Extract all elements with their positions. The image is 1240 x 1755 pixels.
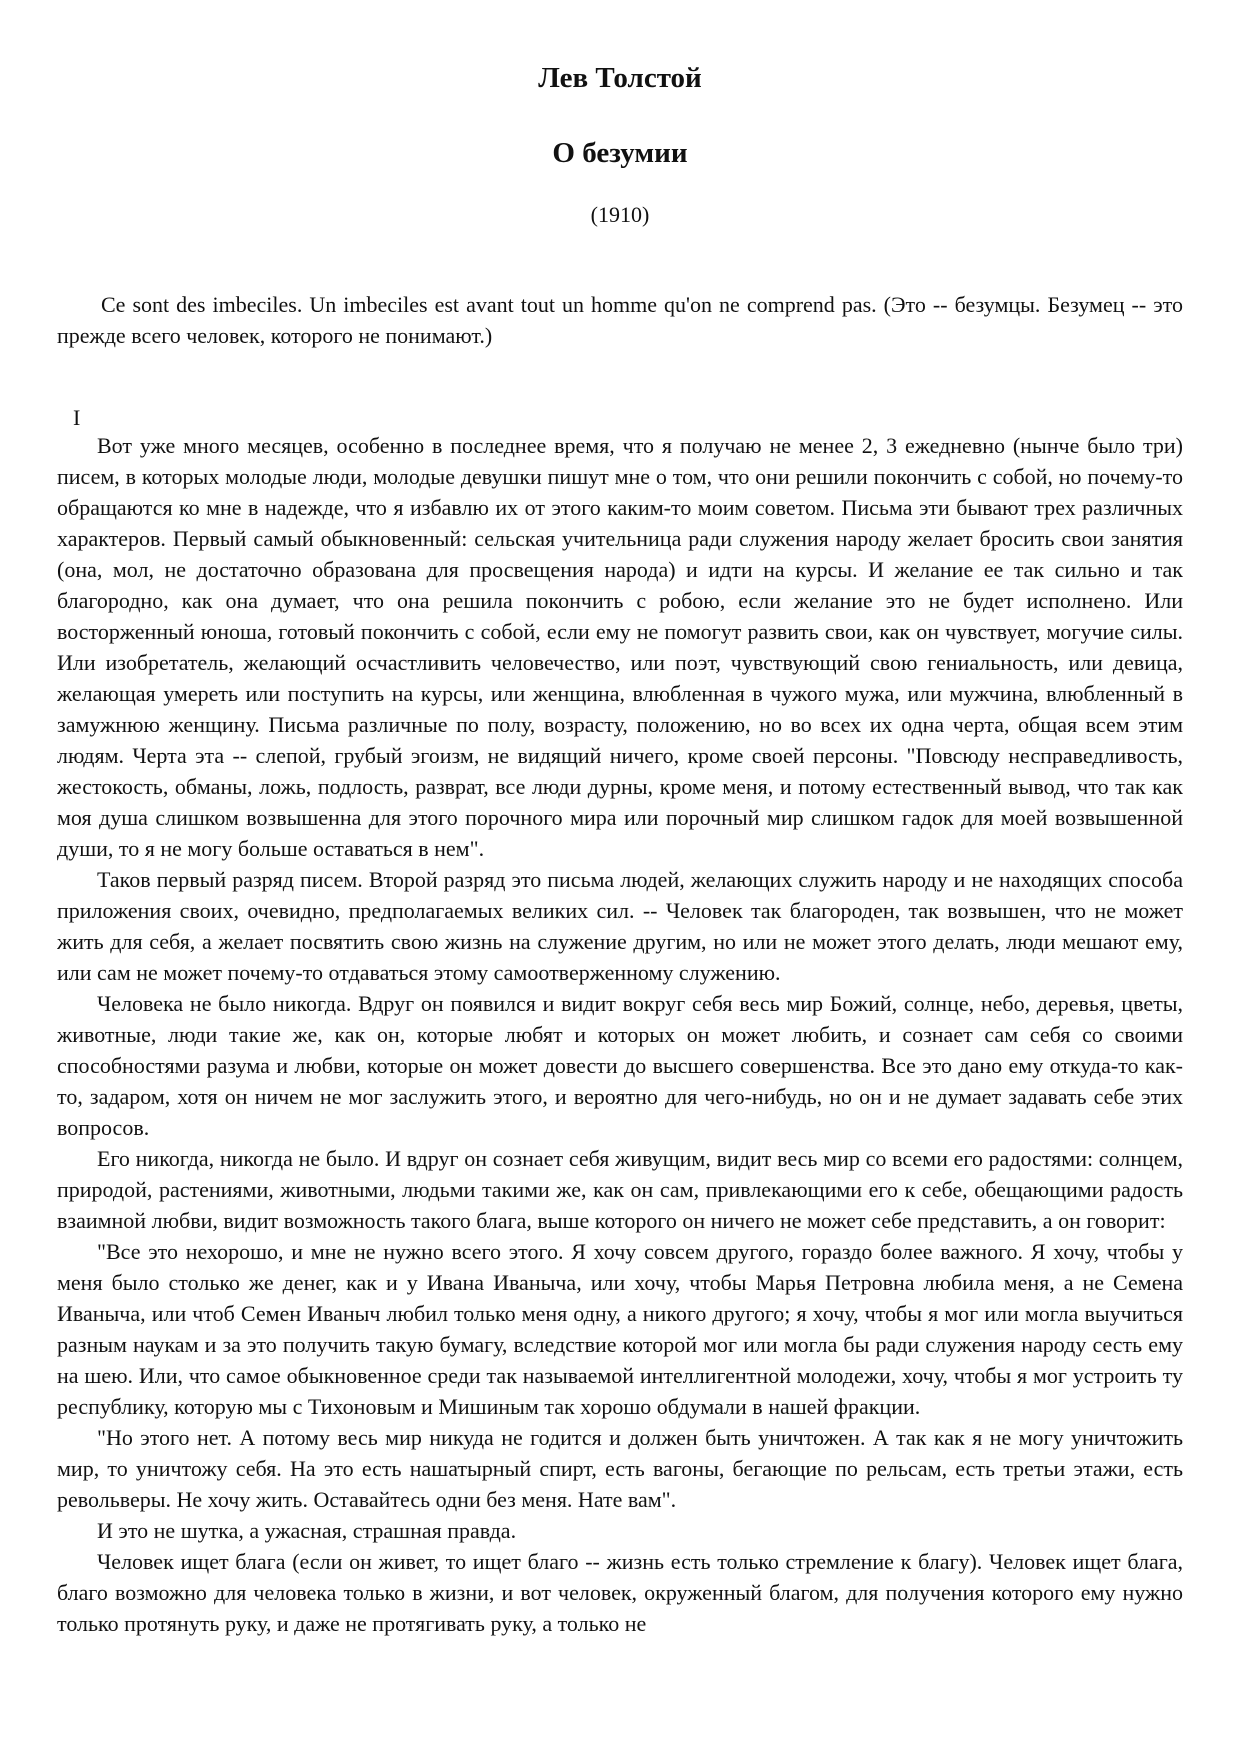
paragraph: Человека не было никогда. Вдруг он появился и видит вокруг себя весь мир Божий, солнце, небо, деревья, цветы, животные, люди такие же, как он, которые любят и которых он может любить, и сознает сам себя со своими способностями разума и любви, которые он может довести до высшего совершенства. Все это дано ему откуда-то как-то, задаром, хотя он ничем не мог заслужить этого, и вероятно для чего-нибудь, но он и не думает задавать себе этих вопросов. bbox=[57, 991, 1183, 1140]
page-title: О безумии bbox=[552, 137, 688, 169]
paragraph: Его никогда, никогда не было. И вдруг он сознает себя живущим, видит весь мир со всеми его радостями: солнцем, природой, растениями, животными, людьми такими же, как он сам, привлекающими его к себе, обещающими радость взаимной любви, видит возможность такого блага, выше которого он ничего не может себе представить, а он говорит: bbox=[57, 1146, 1183, 1233]
paragraph: Вот уже много месяцев, особенно в последнее время, что я получаю не менее 2, 3 ежедневно (нынче было три) писем, в которых молодые люди, молодые девушки пишут мне о том, что они решили покончить с собой, но почему-то обращаются ко мне в надежде, что я избавлю их от этого каким-то моим советом. Письма эти бывают трех различных характеров. Первый самый обыкновенный: сельская учительница ради служения народу желает бросить свои занятия (она, мол, не достаточно образована для просвещения народа) и идти на курсы. И желание ее так сильно и так благородно, как она думает, что она решила покончить с робою, если желание это не будет исполнено. Или восторженный юноша, готовый покончить с собой, если ему не помогут развить свои, как он чувствует, могучие силы. Или изобретатель, желающий осчастливить человечество, или поэт, чувствующий свою гениальность, или девица, желающая умереть или поступить на курсы, или женщина, влюбленная в чужого мужа, или мужчина, влюбленный в замужнюю женщину. Письма различные по полу, возрасту, положению, но во всех их одна черта, общая всем этим людям. Черта эта -- слепой, грубый эгоизм, не видящий ничего, кроме своей персоны. "Повсюду несправедливость, жестокость, обманы, ложь, подлость, разврат, все люди дурны, кроме меня, и потому естественный вывод, что так как моя душа слишком возвышенна для этого порочного мира или порочный мир слишком гадок для моей возвышенной души, то я не могу больше оставаться в нем". bbox=[57, 433, 1183, 861]
paragraph: И это не шутка, а ужасная, страшная правда. bbox=[97, 1518, 517, 1543]
author-heading: Лев Толстой bbox=[538, 62, 702, 94]
body-text bbox=[57, 430, 1183, 1639]
paragraph: "Но этого нет. А потому весь мир никуда не годится и должен быть уничтожен. А так как я не могу уничтожить мир, то уничтожу себя. На это есть нашатырный спирт, есть вагоны, бегающие по рельсам, есть третьи этажи, есть револьверы. Не хочу жить. Оставайтесь одни без меня. Нате вам". bbox=[57, 1425, 1183, 1512]
paragraph: Человек ищет блага (если он живет, то ищет благо -- жизнь есть только стремление к благу). Человек ищет блага, благо возможно для человека только в жизни, и вот человек, окруженный благом, для получения которого ему нужно только протянуть руку, и даже не протягивать руку, а только не bbox=[57, 1549, 1183, 1636]
paragraph: Таков первый разряд писем. Второй разряд это письма людей, желающих служить народу и не находящих способа приложения своих, очевидно, предполагаемых великих сил. -- Человек так благороден, так возвышен, что не может жить для себя, а желает посвятить свою жизнь на служение другим, но или не может этого делать, люди мешают ему, или сам не может почему-то отдаваться этому самоотверженному служению. bbox=[57, 867, 1183, 985]
epigraph: Ce sont des imbeciles. Un imbeciles est avant tout un homme qu'on ne comprend pas. (Это -- безумцы. Безумец -- это прежде всего человек, которого не понимают.) bbox=[57, 292, 1183, 348]
document-page bbox=[57, 0, 1183, 1755]
paragraph: "Все это нехорошо, и мне не нужно всего этого. Я хочу совсем другого, гораздо более важного. Я хочу, чтобы у меня было столько же денег, как и у Ивана Иваныча, или хочу, чтобы Марья Петровна любила меня, а не Семена Иваныча, или чтоб Семен Иваныч любил только меня одну, а никого другого; я хочу, чтобы я мог или могла выучиться разным наукам и за это получить такую бумагу, вследствие которой мог или могла бы ради служения народу сесть ему на шею. Или, что самое обыкновенное среди так называемой интеллигентной молодежи, хочу, чтобы я мог устроить ту республику, которую мы с Тихоновым и Мишиным так хорошо обдумали в нашей фракции. bbox=[57, 1239, 1183, 1419]
section-number: I bbox=[73, 405, 81, 430]
year-subtitle: (1910) bbox=[590, 202, 650, 227]
